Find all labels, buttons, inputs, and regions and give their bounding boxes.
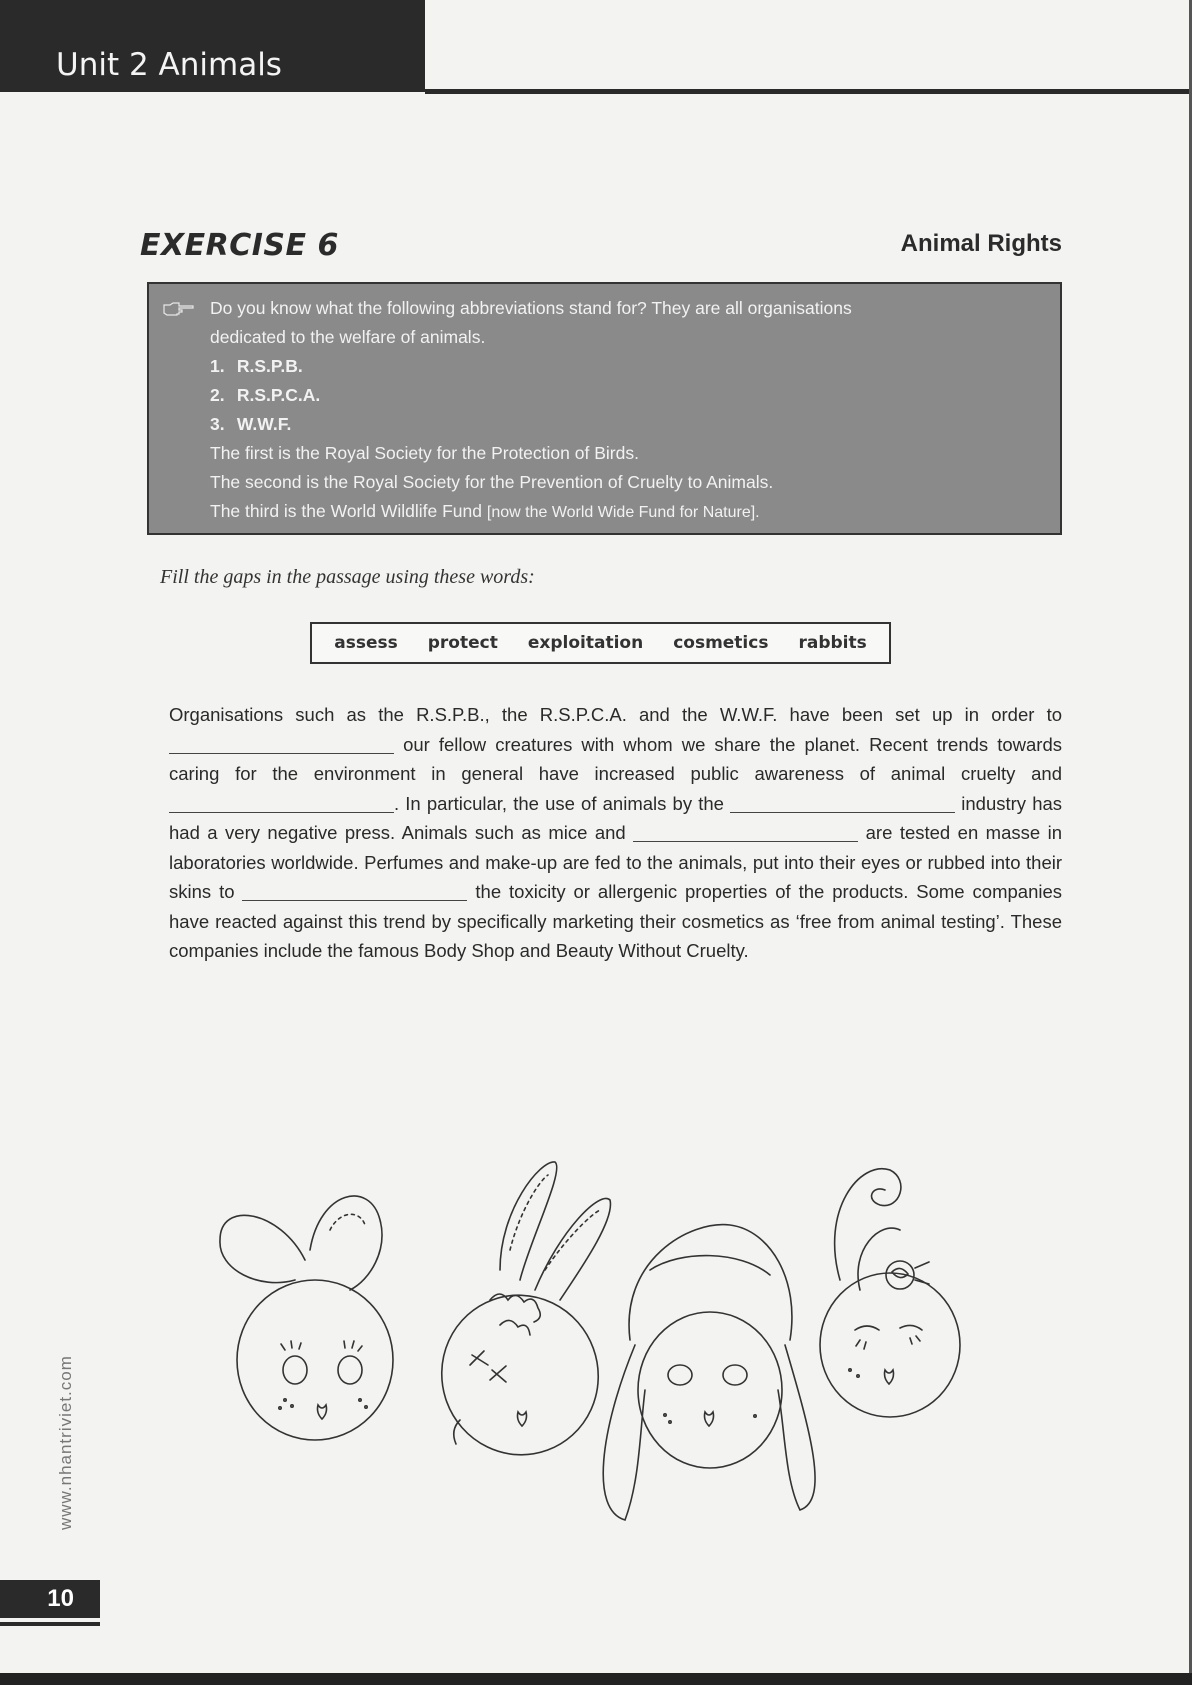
gap-4[interactable] [633, 823, 858, 843]
gap-5[interactable] [242, 882, 467, 902]
rabbit-illustrations [200, 1150, 1070, 1570]
answer-line: The first is the Royal Society for the Protection of Birds. [210, 443, 639, 463]
passage-text: the toxicity or allergenic properties of the products. Some companies have reacted against this trend by specifically marketing their cosmetics as ‘free from animal testing’. These companies include the famous Body Shop and Beauty Without Cruelty. [169, 881, 1063, 961]
exercise-topic: Animal Rights [900, 230, 1062, 257]
gap-1[interactable] [169, 734, 394, 754]
page-number-rule [0, 1622, 100, 1626]
unit-header [0, 0, 425, 92]
word-bank [310, 622, 891, 664]
page-bottom-edge [0, 1673, 1192, 1685]
passage-text: . In particular, the use of animals by the [394, 792, 724, 814]
passage-text: our fellow creatures with whom we share the planet. Recent trends towards caring for the environment in general have increased public awareness of animal cruelty and [169, 733, 1062, 784]
question-line: dedicated to the welfare of animals. [210, 327, 486, 347]
page-number: 10 [0, 1580, 100, 1618]
pointing-hand-icon [163, 302, 195, 316]
passage-text: Organisations such as the R.S.P.B., the R.S.P.C.A. and the W.W.F. have been set up in order to [169, 704, 1062, 725]
gap-3[interactable] [730, 793, 955, 813]
publisher-url: www.nhantriviet.com [56, 1355, 75, 1530]
rabbit-face-icon [419, 1162, 620, 1477]
gap-2[interactable] [169, 793, 394, 813]
rabbit-face-icon [820, 1169, 960, 1417]
question-line: Do you know what the following abbreviations stand for? They are all organisations [210, 298, 852, 318]
word-bank-item: exploitation [527, 633, 644, 653]
rabbit-face-icon [603, 1225, 815, 1520]
passage-text: industry has had a very negative press. Animals such as mice and [169, 792, 1063, 843]
exercise-title: EXERCISE 6 [140, 228, 339, 263]
word-bank-item: cosmetics [673, 633, 769, 653]
abbreviation-item: 2. R.S.P.C.A. [210, 385, 321, 405]
answer-line: The second is the Royal Society for the Prevention of Cruelty to Animals. [210, 472, 774, 492]
word-bank-item: assess [334, 633, 398, 653]
rabbit-face-icon [220, 1196, 393, 1440]
word-bank-item: rabbits [798, 633, 867, 653]
abbreviation-item: 3. W.W.F. [210, 414, 292, 434]
passage-text: are tested en masse in laboratories worldwide. Perfumes and make-up are fed to the animals, put into their eyes or rubbed into their skins to [169, 822, 1063, 902]
info-box [147, 282, 1062, 535]
instruction: Fill the gaps in the passage using these words: [160, 566, 535, 588]
passage [169, 700, 1062, 966]
answer-line: The third is the World Wildlife Fund [now the World Wide Fund for Nature]. [210, 501, 760, 521]
header-rule [425, 89, 1192, 94]
word-bank-item: protect [427, 633, 498, 653]
unit-title: Unit 2 Animals [56, 47, 282, 83]
abbreviation-item: 1. R.S.P.B. [210, 356, 303, 376]
